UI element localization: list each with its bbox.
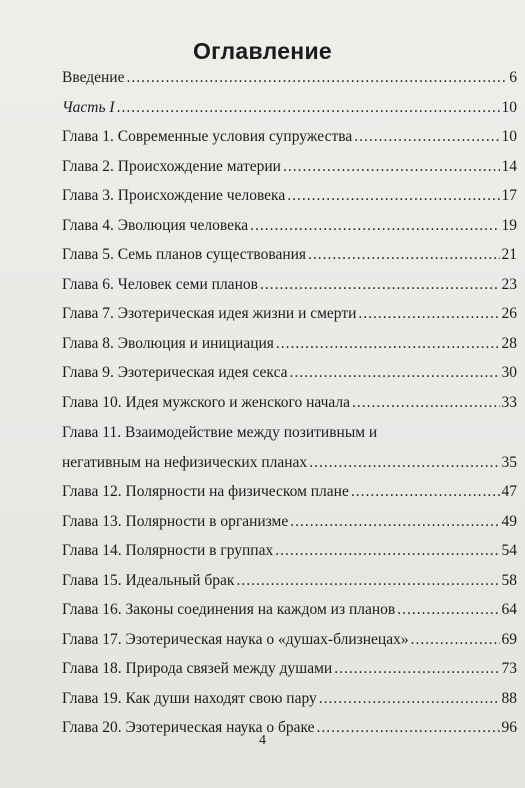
toc-entry-label: Глава 11. Взаимодействие между позитивным и	[62, 423, 378, 441]
dot-leader	[250, 216, 499, 236]
toc-entry	[62, 127, 517, 147]
toc-entry-label: Глава 5. Семь планов существования	[62, 246, 307, 264]
toc-entry-label: Глава 20. Эзотерическая наука о браке	[62, 719, 315, 737]
dot-leader	[308, 245, 499, 265]
dot-leader	[351, 482, 500, 502]
toc-entry-page: 23	[501, 275, 517, 293]
toc-entry	[62, 512, 517, 532]
toc-entry	[62, 423, 517, 473]
toc-entry-label: Глава 6. Человек семи планов	[62, 275, 258, 293]
toc-entry-page: 10	[501, 98, 517, 116]
toc-entry-page: 88	[501, 689, 517, 707]
toc-entry-label: Часть I	[62, 98, 115, 116]
toc-entry	[62, 482, 517, 502]
toc-entry-page: 35	[501, 453, 517, 471]
dot-leader	[260, 275, 500, 295]
dot-leader	[276, 334, 500, 354]
toc-entry-page: 21	[501, 246, 517, 264]
toc-entry-page: 64	[501, 601, 517, 619]
toc-entry-label: Глава 7. Эзотерическая идея жизни и смерти	[62, 305, 357, 323]
toc-entry-page: 10	[501, 128, 517, 146]
toc-entry-label: Глава 19. Как души находят свою пару	[62, 689, 317, 707]
toc-entry	[62, 68, 517, 88]
toc-entry-page: 28	[501, 334, 517, 352]
toc-entry-page: 17	[501, 187, 517, 205]
page-number: 4	[259, 733, 266, 748]
dot-leader	[319, 689, 500, 709]
toc-entry	[62, 157, 517, 177]
dot-leader	[287, 186, 499, 206]
toc-entry-line	[62, 453, 517, 473]
dot-leader	[290, 363, 500, 383]
dot-leader	[283, 157, 500, 177]
toc-entry-label: Глава 14. Полярности в группах	[62, 542, 274, 560]
toc-entry-label: Глава 15. Идеальный брак	[62, 571, 235, 589]
dot-leader	[309, 453, 499, 473]
toc-entry-page: 6	[509, 69, 517, 86]
toc-entry-page: 14	[501, 157, 517, 175]
toc-entry-page: 47	[501, 483, 517, 501]
dot-leader	[236, 571, 499, 591]
toc-entry	[62, 275, 517, 295]
toc-entry-label: Глава 18. Природа связей между душами	[62, 660, 333, 678]
dot-leader	[397, 600, 499, 620]
toc-entry-label: Введение	[62, 69, 125, 86]
toc-entry-label: Глава 10. Идея мужского и женского начала	[62, 394, 351, 412]
toc-entry	[62, 600, 517, 620]
dot-leader	[411, 630, 500, 650]
page-title: Оглавление	[192, 38, 333, 64]
toc-entry	[62, 689, 517, 709]
toc-entry-page: 58	[501, 571, 517, 589]
toc-entry	[62, 304, 517, 324]
dot-leader	[352, 393, 499, 413]
toc-entry	[62, 630, 517, 650]
toc-entry	[62, 186, 517, 206]
toc-entry	[62, 245, 517, 265]
toc-entry-label: Глава 1. Современные условия супружества	[62, 128, 353, 146]
toc-entry-page: 69	[501, 630, 517, 648]
toc-entry-page: 26	[501, 305, 517, 323]
toc-entry-page: 96	[501, 719, 517, 737]
toc-entry-label: Глава 16. Законы соединения на каждом из планов	[62, 601, 396, 619]
dot-leader	[358, 304, 499, 324]
toc-entry	[62, 363, 517, 383]
dot-leader	[126, 68, 507, 88]
toc-entry-label: Глава 13. Полярности в организме	[62, 512, 289, 530]
toc-entry	[62, 571, 517, 591]
toc-entry-page: 30	[501, 364, 517, 382]
toc-entry-label-continued: негативным на нефизических планах	[62, 453, 308, 471]
toc-entry-page: 19	[501, 216, 517, 234]
toc-entry-label: Глава 2. Происхождение материи	[62, 157, 281, 175]
toc-entry-page: 33	[501, 394, 517, 412]
dot-leader	[334, 659, 499, 679]
toc-entry-label: Глава 3. Происхождение человека	[62, 187, 286, 205]
dot-leader	[275, 541, 499, 561]
toc-entry-page: 73	[501, 660, 517, 678]
dot-leader	[117, 98, 500, 118]
toc-entry-label: Глава 12. Полярности на физическом плане	[62, 483, 349, 501]
toc-entry	[62, 659, 517, 679]
toc-entry-label: Глава 4. Эволюция человека	[62, 216, 249, 234]
table-of-contents	[62, 68, 517, 748]
dot-leader	[290, 512, 499, 532]
toc-entry-label: Глава 9. Эзотерическая идея секса	[62, 364, 288, 382]
toc-entry	[62, 334, 517, 354]
toc-entry	[62, 393, 517, 413]
dot-leader	[354, 127, 499, 147]
toc-entry	[62, 98, 517, 118]
toc-entry-page: 54	[501, 542, 517, 560]
toc-entry-page: 49	[501, 512, 517, 530]
toc-entry-label: Глава 8. Эволюция и инициация	[62, 334, 274, 352]
toc-entry-label: Глава 17. Эзотерическая наука о «душах-близнецах»	[62, 630, 409, 648]
toc-entry	[62, 216, 517, 236]
toc-entry	[62, 541, 517, 561]
